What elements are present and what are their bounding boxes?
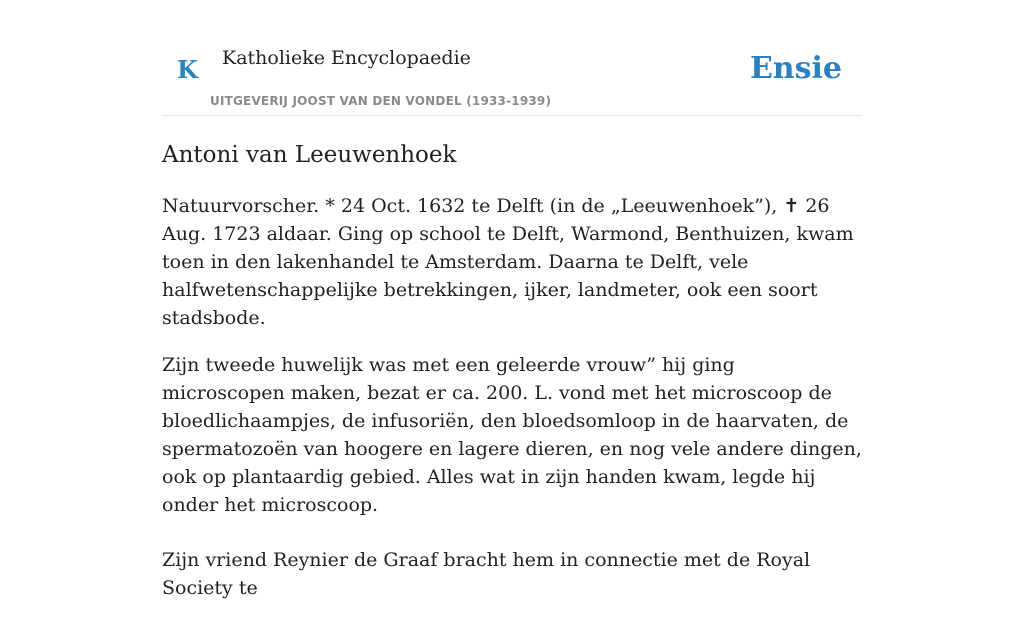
- article-body: [162, 192, 862, 621]
- encyclopedia-logo[interactable]: K: [177, 55, 198, 84]
- site-header: [162, 0, 862, 116]
- article-paragraph: Zijn vriend Reynier de Graaf bracht hem in connectie met de Royal Society te: [162, 549, 811, 599]
- publisher-label: UITGEVERIJ JOOST VAN DEN VONDEL (1933-1939): [210, 94, 552, 108]
- site-title-link[interactable]: Katholieke Encyclopaedie: [222, 47, 471, 69]
- article-title: Antoni van Leeuwenhoek: [162, 142, 457, 168]
- article-paragraph: Zijn tweede huwelijk was met een geleerde vrouw” hij ging microscopen maken, bezat er ca. 200. L. vond met het microscoop de bloedlichaampjes, de infusoriën, den bloedsomloop in de haarvaten, de spermatozoën van hoogere en lagere dieren, en nog vele andere dingen, ook op plantaardig gebied. Alles wat in zijn handen kwam, legde hij onder het microscoop.: [162, 354, 862, 516]
- page: [162, 0, 862, 599]
- ensie-logo-link[interactable]: Ensie: [749, 51, 842, 86]
- article-paragraph: Natuurvorscher. * 24 Oct. 1632 te Delft (in de „Leeuwenhoek”), ✝ 26 Aug. 1723 aldaar. Ging op school te Delft, Warmond, Benthuizen, kwam toen in den lakenhandel te Amsterdam. Daarna te Delft, vele halfwetenschappelijke betrekkingen, ijker, landmeter, ook een soort stadsbode.: [162, 195, 854, 329]
